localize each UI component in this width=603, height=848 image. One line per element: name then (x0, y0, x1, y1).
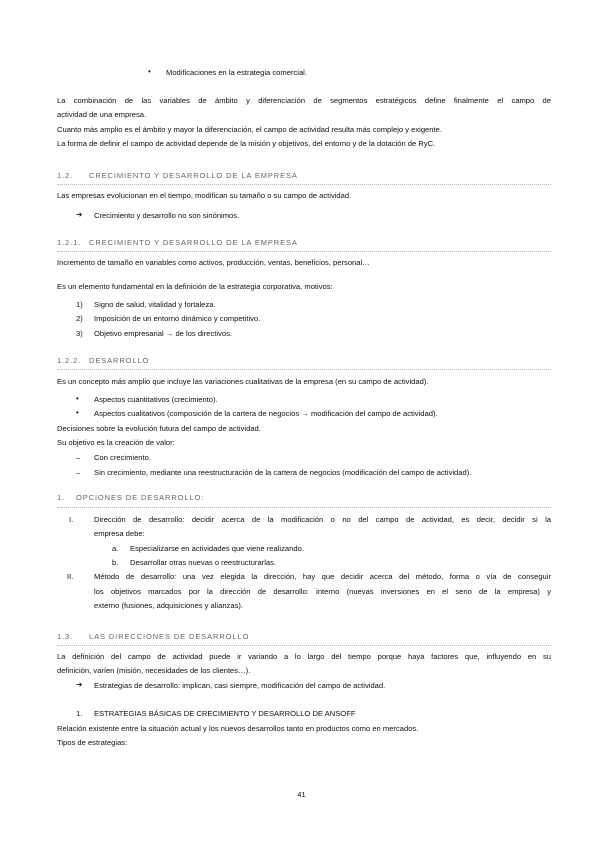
list-item: Aspectos cuantitativos (crecimiento). (94, 395, 218, 404)
heading-title: DESARROLLO (89, 356, 150, 365)
roman-marker: I. (69, 515, 74, 524)
alpha-marker: a. (112, 544, 119, 553)
list-item: Objetivo empresarial → de los directivos. (94, 329, 233, 338)
section-number: 1. (76, 709, 83, 718)
arrow-icon: ➔ (76, 210, 83, 219)
top-bullet-text: Modificaciones en la estrategia comercial. (166, 68, 307, 77)
heading-title: LAS DIRECCIONES DE DESARROLLO (89, 632, 250, 641)
heading-1-2-2 (57, 357, 149, 365)
roman-marker: II. (67, 572, 74, 581)
paragraph: Es un concepto más amplio que incluye las variaciones cualitativas de la empresa (en su campo de actividad). (57, 377, 429, 386)
intro-line-4: La forma de definir el campo de actividad depende de la misión y objetivos, del entorno y de la dotación de RyC. (57, 139, 436, 148)
list-item: Con crecimiento. (94, 453, 151, 462)
paragraph-line: definición, varíen (misión, necesidades de los clientes…). (57, 666, 251, 675)
intro-line-2: actividad de una empresa. (57, 110, 147, 119)
alpha-marker: b. (112, 558, 119, 567)
list-item-line: los objetivos marcados por la dirección de desarrollo: interno (nuevas inversiones en el seno de la empresa) y (94, 587, 551, 596)
bullet-dot: • (76, 408, 79, 417)
list-item: Aspectos cualitativos (composición de la cartera de negocios → modificación del campo de actividad). (94, 409, 438, 418)
heading-number: 1.2.1. (57, 238, 82, 247)
heading-1-2-1 (57, 239, 298, 247)
heading-number: 1.2. (57, 171, 74, 180)
heading-title: OPCIONES DE DESARROLLO: (76, 493, 205, 502)
heading-rule (57, 507, 551, 508)
list-item-line: externo (fusiones, adquisiciones y alianzas). (94, 601, 244, 610)
heading-1-3 (57, 633, 249, 641)
dash-marker: – (76, 468, 81, 477)
arrow-item-text: Crecimiento y desarrollo no son sinónimos. (94, 211, 240, 220)
heading-title: CRECIMIENTO Y DESARROLLO DE LA EMPRESA (89, 238, 298, 247)
heading-opciones (57, 494, 204, 502)
paragraph: Incremento de tamaño en variables como activos, producción, ventas, beneficios, personal… (57, 258, 370, 267)
list-item-line: Método de desarrollo: una vez elegida la dirección, hay que decidir acerca del método, forma o vía de conseguir (94, 572, 551, 581)
list-marker: 1) (76, 300, 83, 309)
list-item-line: Dirección de desarrollo: decidir acerca de la modificación o no del campo de actividad, es decir, decidir si la (94, 515, 551, 524)
arrow-item-text: Estrategias de desarrollo: implican, casi siempre, modificación del campo de actividad. (94, 681, 386, 690)
paragraph: Tipos de estrategias: (57, 738, 128, 747)
heading-rule (57, 251, 551, 252)
heading-number: 1.3. (57, 632, 74, 641)
paragraph: Decisiones sobre la evolución futura del campo de actividad. (57, 424, 261, 433)
paragraph: Su objetivo es la creación de valor: (57, 438, 175, 447)
bullet-dot: • (76, 394, 79, 403)
page-number: 41 (297, 790, 306, 799)
list-item: Sin crecimiento, mediante una reestructuración de la cartera de negocios (modificación del campo de actividad). (94, 468, 472, 477)
list-marker: 3) (76, 329, 83, 338)
list-item: Desarrollar otras nuevas o reestructurarlas. (130, 558, 277, 567)
paragraph: Es un elemento fundamental en la definición de la estrategia corporativa, motivos: (57, 282, 333, 291)
intro-line-3: Cuanto más amplio es el ámbito y mayor la diferenciación, el campo de actividad resulta más complejo y exigente. (57, 125, 442, 134)
paragraph: Las empresas evolucionan en el tiempo, modifican su tamaño o su campo de actividad. (57, 191, 352, 200)
dash-marker: – (76, 453, 81, 462)
list-marker: 2) (76, 314, 83, 323)
arrow-icon: ➔ (76, 680, 83, 689)
list-item-line: empresa debe: (94, 529, 145, 538)
list-item: Signo de salud, vitalidad y fortaleza. (94, 300, 216, 309)
heading-number: 1.2.2. (57, 356, 82, 365)
heading-rule (57, 369, 551, 370)
list-item: Imposición de un entorno dinámico y competitivo. (94, 314, 261, 323)
heading-number: 1. (57, 493, 66, 502)
heading-1-2 (57, 172, 298, 180)
intro-line-1: La combinación de las variables de ámbito y diferenciación de segmentos estratégicos define finalmente el campo de (57, 96, 551, 105)
paragraph-line: La definición del campo de actividad puede ir variando a lo largo del tiempo porque haya factores que, influyendo en su (57, 652, 551, 661)
bullet-dot: • (148, 67, 151, 76)
heading-rule (57, 184, 551, 185)
list-item: Especializarse en actividades que viene realizando. (130, 544, 304, 553)
heading-title: CRECIMIENTO Y DESARROLLO DE LA EMPRESA (89, 171, 298, 180)
paragraph: Relación existente entre la situación actual y los nuevos desarrollos tanto en productos como en mercados. (57, 724, 419, 733)
heading-rule (57, 645, 551, 646)
section-title: ESTRATEGIAS BÁSICAS DE CRECIMIENTO Y DESARROLLO DE ANSOFF (94, 709, 356, 718)
